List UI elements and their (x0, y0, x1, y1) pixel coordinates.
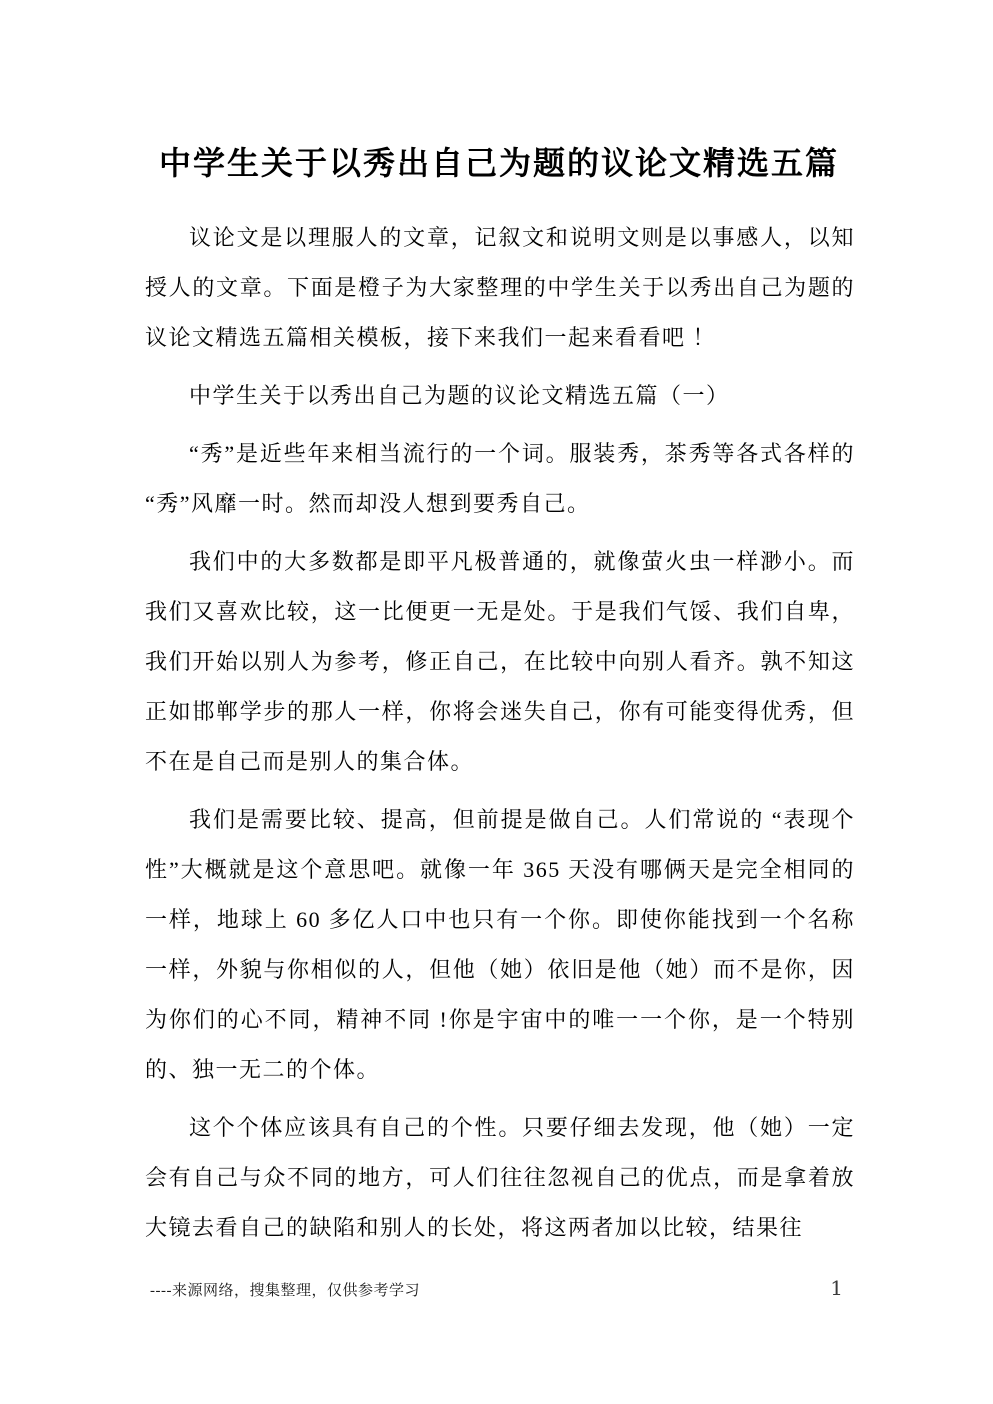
document-body (0, 213, 993, 1253)
paragraph-intro: 议论文是以理服人的文章，记叙文和说明文则是以事感人，以知授人的文章。下面是橙子为大家整理的中学生关于以秀出自己为题的议论文精选五篇相关模板，接下来我们一起来看看吧 ！ (145, 225, 855, 350)
document-title: 中学生关于以秀出自己为题的议论文精选五篇 (158, 145, 839, 181)
paragraph-comparison: 我们中的大多数都是即平凡极普通的，就像萤火虫一样渺小。而我们又喜欢比较，这一比便更一无是处。于是我们气馁、我们自卑，我们开始以别人为参考，修正自己，在比较中向别人看齐。孰不知这正如邯郸学步的那人一样，你将会迷失自己，你有可能变得优秀，但不在是自己而是别人的集合体。 (145, 549, 855, 774)
page-number: 1 (830, 1276, 843, 1300)
page-footer (0, 1276, 993, 1300)
footer-source-note: ----来源网络，搜集整理，仅供参考学习 (150, 1283, 420, 1299)
paragraph-individuality: 我们是需要比较、提高，但前提是做自己。人们常说的 “表现个性”大概就是这个意思吧。就像一年 365 天没有哪俩天是完全相同的一样，地球上 60 多亿人口中也只有一个你。即使你能找到一个名称一样，外貌与你相似的人，但他（她）依旧是他（她）而不是你，因为你们的心不同，精神不同 !你是宇宙中的唯一一个你，是一个特别的、独一无二的个体。 (145, 807, 855, 1082)
paragraph-section-heading: 中学生关于以秀出自己为题的议论文精选五篇（一） (189, 383, 730, 408)
paragraph-personality: 这个个体应该具有自己的个性。只要仔细去发现，他（她）一定会有自己与众不同的地方，可人们往往忽视自己的优点，而是拿着放大镜去看自己的缺陷和别人的长处，将这两者加以比较，结果往 (145, 1115, 855, 1240)
paragraph-xiu-trend: “秀”是近些年来相当流行的一个词。服装秀，茶秀等各式各样的“秀”风靡一时。然而却没人想到要秀自己。 (145, 441, 855, 516)
